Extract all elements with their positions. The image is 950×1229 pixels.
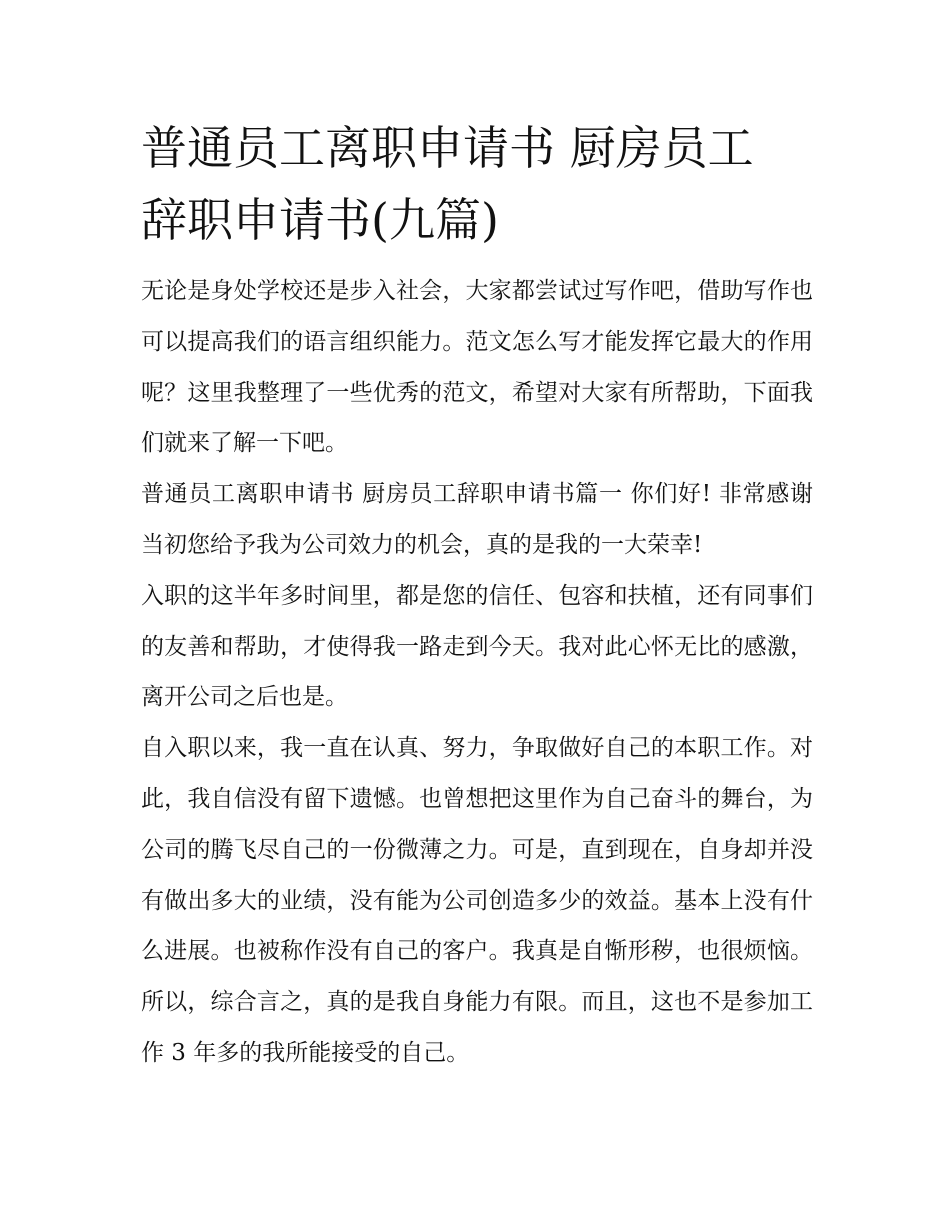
- document-page: [141, 112, 813, 1079]
- paragraph-greeting: 普通员工离职申请书 厨房员工辞职申请书篇一 你们好! 非常感谢当初您给予我为公司效力的机会，真的是我的一大荣幸!: [141, 481, 813, 558]
- title-line-1: 普通员工离职申请书 厨房员工: [141, 121, 754, 175]
- paragraph-gratitude: 入职的这半年多时间里，都是您的信任、包容和扶植，还有同事们的友善和帮助，才使得我一路走到今天。我对此心怀无比的感激，离开公司之后也是。: [141, 582, 813, 711]
- document-title: [141, 112, 813, 256]
- paragraph-reason: 自入职以来，我一直在认真、努力，争取做好自己的本职工作。对此，我自信没有留下遗憾。也曾想把这里作为自己奋斗的舞台，为公司的腾飞尽自己的一份微薄之力。可是，直到现在，自身却并没有做出多大的业绩，没有能为公司创造多少的效益。基本上没有什么进展。也被称作没有自己的客户。我真是自惭形秽，也很烦恼。所以，综合言之，真的是我自身能力有限。而且，这也不是参加工作 3 年多的我所能接受的自己。: [141, 735, 813, 1066]
- paragraph-intro: 无论是身处学校还是步入社会，大家都尝试过写作吧，借助写作也可以提高我们的语言组织能力。范文怎么写才能发挥它最大的作用呢？这里我整理了一些优秀的范文，希望对大家有所帮助，下面我们就来了解一下吧。: [141, 278, 813, 457]
- document-body: [141, 266, 813, 1079]
- title-line-2: 辞职申请书(九篇): [141, 193, 499, 247]
